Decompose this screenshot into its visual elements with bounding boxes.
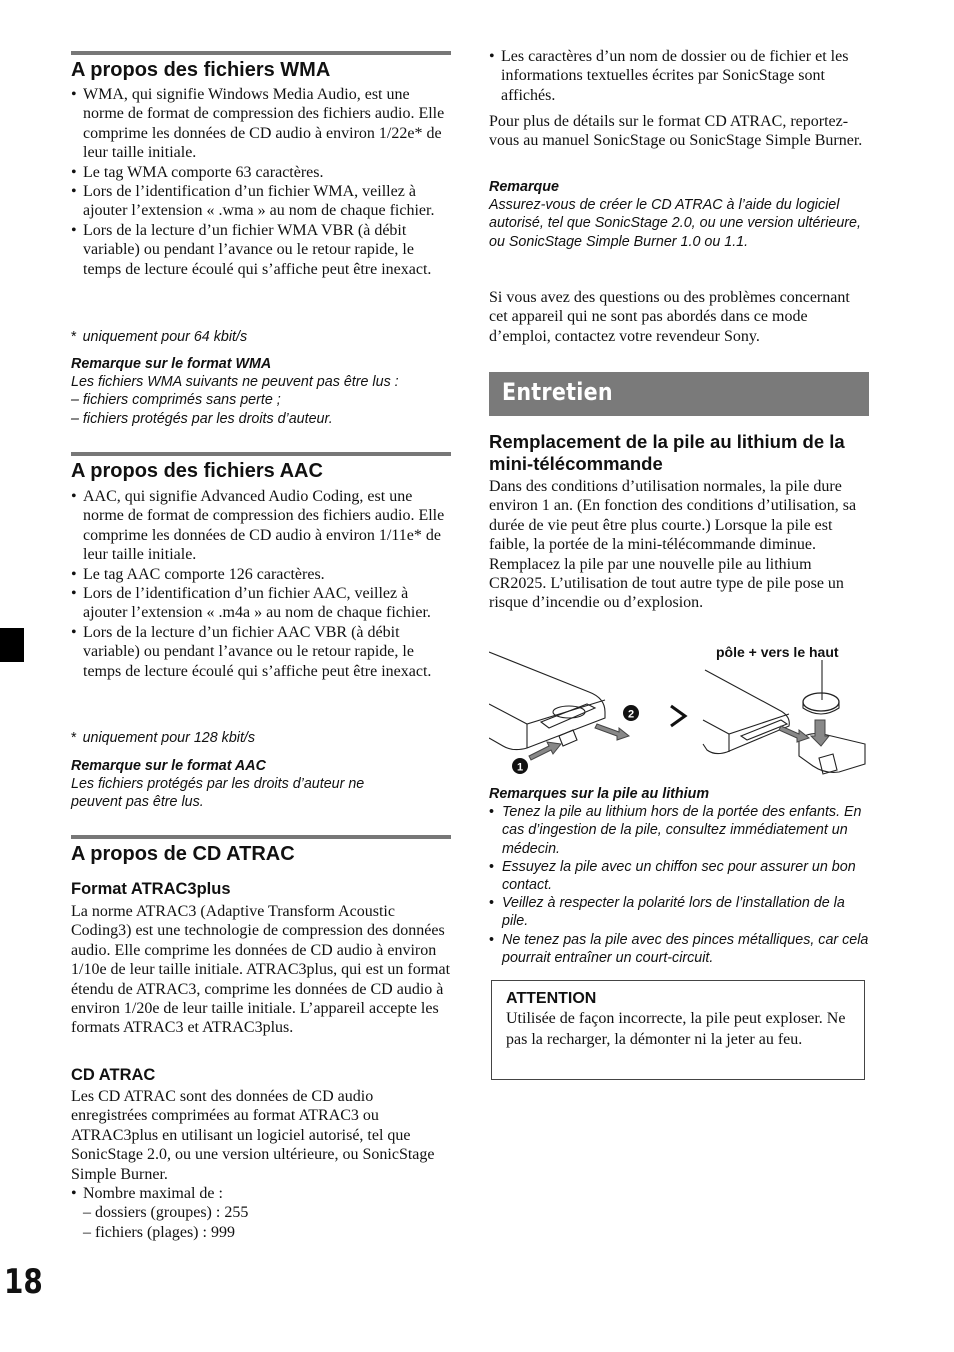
battery-tray <box>799 734 865 773</box>
aac-note <box>71 757 453 812</box>
attention-title: ATTENTION <box>506 990 597 1007</box>
cd-atrac-text: Les CD ATRAC sont des données de CD audio enregistrées comprimées au format ATRAC3 ou ATRAC3plus en utilisant un logiciel autorisé, tel que SonicStage 2.0, ou une version ultérieure, ou SonicStage Simple Burner. <box>71 1088 435 1183</box>
aac-bullet: • Le tag AAC comporte 126 caractères. <box>71 565 451 584</box>
step-1-label: 1 <box>516 761 524 774</box>
wma-note-title: Remarque sur le format WMA <box>71 356 272 372</box>
wma-bullets <box>71 85 451 279</box>
step-2-marker <box>623 705 639 721</box>
wma-footnote <box>71 328 453 346</box>
atrac-note <box>489 178 871 251</box>
battery-body <box>489 477 869 613</box>
atrac3plus-text: La norme ATRAC3 (Adaptive Transform Acoustic Coding3) est une technologie de compression des données audio. Elle comprime les données de CD audio à environ 1/10e de leur taille initiale. ATRAC3plus, qui est un format étendu de ATRAC3, comprime les données de CD audio à environ 1/20e de leur taille initiale. L’appareil accepte les formats ATRAC3 et ATRAC3plus. <box>71 903 451 1037</box>
entretien-banner <box>489 372 869 416</box>
lithium-note: • Ne tenez pas la pile avec des pinces métalliques, car cela pourrait entraîner un court-circuit. <box>489 931 871 967</box>
wma-note-intro: Les fichiers WMA suivants ne peuvent pas être lus : <box>71 374 399 391</box>
remote-edge-left <box>489 700 605 724</box>
step-2-label: 2 <box>627 708 635 721</box>
section-rule-wma <box>71 51 451 55</box>
atrac3plus-body <box>71 902 451 1038</box>
aac-bullet: • AAC, qui signifie Advanced Audio Coding, est une norme de format de compression des fichiers audio. Elle comprime les données de CD audio à environ 1/11e* de leur taille initiale. <box>71 487 451 565</box>
atrac-right-bullets <box>489 47 869 105</box>
aac-note-title: Remarque sur le format AAC <box>71 758 266 774</box>
push-arrow-1 <box>529 742 561 760</box>
page-number: 18 <box>4 1262 43 1302</box>
atrac3plus-subheading: Format ATRAC3plus <box>71 880 231 898</box>
remote-body-right <box>703 670 789 754</box>
aac-bullet: • Lors de l’identification d’un fichier AAC, veillez à ajouter l’extension « .m4a » au nom de chaque fichier. <box>71 584 451 623</box>
insert-arrow <box>779 726 809 742</box>
footnote-mark: * <box>71 730 77 746</box>
wma-bullet: • Lors de l’identification d’un fichier WMA, veillez à ajouter l’extension « .wma » au nom de chaque fichier. <box>71 182 451 221</box>
atrac-details <box>489 112 869 151</box>
aac-bullets <box>71 487 451 681</box>
pull-arrow-2 <box>595 724 629 740</box>
atrac-details-text: Pour plus de détails sur le format CD ATRAC, reportez-vous au manuel SonicStage ou SonicStage Simple Burner. <box>489 113 863 150</box>
aac-bullet: • Lors de la lecture d’un fichier AAC VBR (à débit variable) ou pendant l’avance ou le retour rapide, le temps de lecture écoulé qui s’affiche peut être inexact. <box>71 623 451 681</box>
section-tab-marker <box>0 628 24 662</box>
wma-note <box>71 355 453 428</box>
lithium-note: • Tenez la pile au lithium hors de la portée des enfants. En cas d’ingestion de la pile, consultez immédiatement un médecin. <box>489 803 871 858</box>
battery-down-arrow <box>811 720 829 746</box>
battery-text: Dans des conditions d’utilisation normales, la pile dure environ 1 an. (En fonction des conditions d’utilisation, sa durée de vie peut être plus courte.) Lorsque la pile est faible, la portée de la mini-télécommande diminue. Remplacez la pile par une nouvelle pile au lithium CR2025. L’utilisation de tout autre type de pile pose un risque d’incendie ou d’explosion. <box>489 478 857 612</box>
aac-heading: A propos des fichiers AAC <box>71 460 323 482</box>
battery-slot-left <box>553 706 585 718</box>
wma-heading: A propos des fichiers WMA <box>71 59 331 81</box>
max-item: – dossiers (groupes) : 255 <box>83 1204 249 1222</box>
battery-heading: Remplacement de la pile au lithium de la mini-télécommande <box>489 431 845 474</box>
cd-atrac-subheading: CD ATRAC <box>71 1066 156 1084</box>
lithium-notes-title: Remarques sur la pile au lithium <box>489 786 710 802</box>
wma-bullet: • Le tag WMA comporte 63 caractères. <box>71 163 451 182</box>
wma-bullet: • WMA, qui signifie Windows Media Audio, est une norme de format de compression des fichiers audio. Elle comprime les données de CD audio à environ 1/22e* de leur taille initiale. <box>71 85 451 163</box>
atrac-note-title: Remarque <box>489 179 559 195</box>
sequence-arrow <box>671 706 685 726</box>
wma-note-item: – fichiers protégés par les droits d’auteur. <box>71 410 333 427</box>
lithium-note: • Essuyez la pile avec un chiffon sec pour assurer un bon contact. <box>489 858 871 894</box>
lithium-battery <box>803 693 839 711</box>
polarity-callout: pôle + vers le haut <box>716 644 839 660</box>
lithium-notes <box>489 785 871 967</box>
entretien-banner-title: Entretien <box>502 378 613 406</box>
footnote-text: uniquement pour 128 kbit/s <box>82 730 256 746</box>
max-item: – fichiers (plages) : 999 <box>83 1223 235 1241</box>
attention-body: Utilisée de façon incorrecte, la pile peut exploser. Ne pas la recharger, la démonter ni la jeter au feu. <box>506 1010 846 1048</box>
wma-bullet: • Lors de la lecture d’un fichier WMA VBR (à débit variable) ou pendant l’avance ou le retour rapide, le temps de lecture écoulé qui s’affiche peut être inexact. <box>71 221 451 279</box>
contact-paragraph <box>489 288 869 346</box>
section-rule-atrac <box>71 835 451 839</box>
atrac-note-body: Assurez-vous de créer le CD ATRAC à l’aide du logiciel autorisé, tel que SonicStage 2.0, ou une version ultérieure, ou SonicStage Simple Burner 1.0 ou 1.1. <box>489 197 861 250</box>
tray-latch-right <box>819 754 837 774</box>
footnote-mark: * <box>71 329 77 345</box>
contact-text: Si vous avez des questions ou des problèmes concernant cet appareil qui ne sont pas abordés dans ce mode d’emploi, contactez votre revendeur Sony. <box>489 289 850 345</box>
aac-note-body: Les fichiers protégés par les droits d’auteur ne peuvent pas être lus. <box>71 776 365 811</box>
section-rule-aac <box>71 452 451 456</box>
wma-note-item: – fichiers comprimés sans perte ; <box>71 392 281 409</box>
atrac-bullet: • Les caractères d’un nom de dossier ou de fichier et les informations textuelles écrites par SonicStage sont affichés. <box>489 47 869 105</box>
remote-body-left <box>489 652 605 750</box>
footnote-text: uniquement pour 64 kbit/s <box>82 329 248 345</box>
max-bullet: • Nombre maximal de : <box>71 1184 451 1203</box>
attention-box <box>491 980 865 1080</box>
aac-footnote <box>71 729 453 747</box>
cd-atrac-body <box>71 1087 451 1242</box>
battery-replacement-illustration <box>489 640 869 780</box>
atrac-heading: A propos de CD ATRAC <box>71 843 295 865</box>
step-1-marker <box>512 758 528 774</box>
lithium-note: • Veillez à respecter la polarité lors de l’installation de la pile. <box>489 894 871 930</box>
